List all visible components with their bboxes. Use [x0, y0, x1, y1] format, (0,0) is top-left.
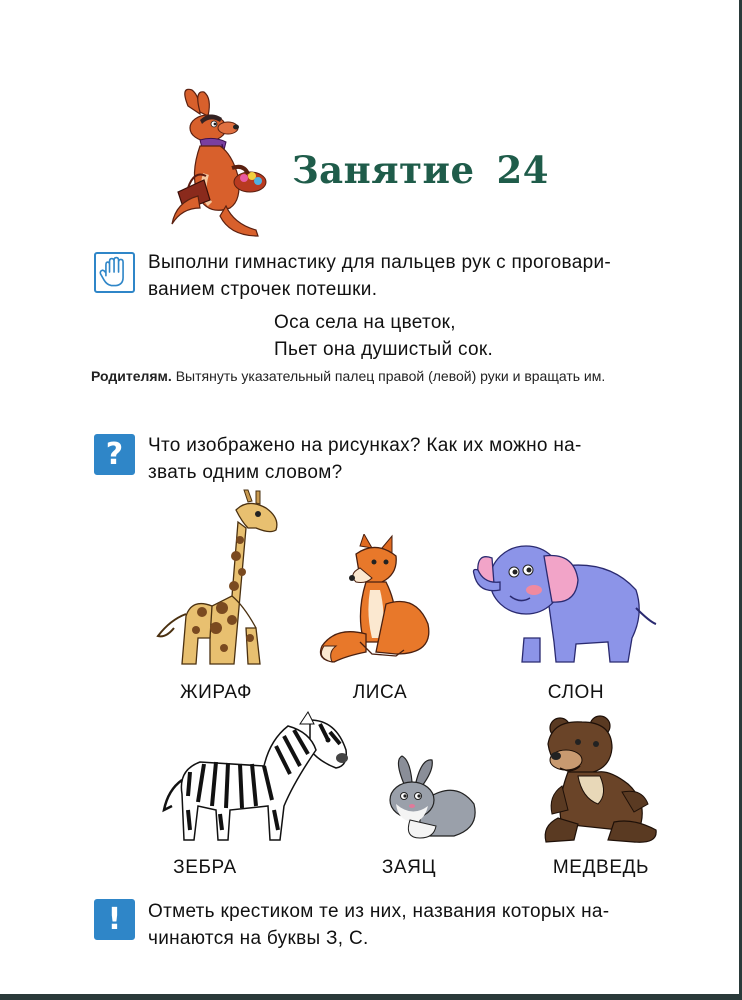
zebra-picture — [160, 710, 352, 844]
bear-picture — [538, 714, 662, 848]
label-giraffe: ЖИРАФ — [179, 682, 253, 703]
label-hare: ЗАЯЦ — [381, 857, 437, 878]
page-edge-bottom — [0, 994, 742, 1000]
lesson-number: 24 — [496, 148, 549, 192]
lesson-title — [292, 148, 549, 192]
mark-task-line-1: Отметь крестиком те из них, названия которых на- — [148, 901, 610, 922]
exclamation-icon: ! — [94, 899, 135, 940]
giraffe-picture — [152, 488, 282, 670]
question-icon: ? — [94, 434, 135, 475]
hare-picture — [384, 754, 480, 842]
finger-task-line-2: ванием строчек потешки. — [148, 279, 378, 300]
question-task-text — [148, 432, 708, 486]
elephant-picture — [464, 534, 660, 670]
parents-label: Родителям. — [91, 368, 172, 384]
finger-task-text — [148, 249, 708, 303]
parents-note — [91, 367, 709, 385]
lesson-word: Занятие — [292, 148, 475, 192]
question-line-2: звать одним словом? — [148, 462, 343, 483]
parents-line-1: Вытянуть указательный палец правой (левой) руки и — [175, 368, 521, 384]
verse-line-1: Оса села на цветок, — [274, 312, 456, 333]
mark-task-line-2: чинаются на буквы З, С. — [148, 928, 369, 949]
question-line-1: Что изображено на рисунках? Как их можно на- — [148, 435, 582, 456]
kangaroo-mascot-icon — [170, 84, 270, 242]
parents-line-2: вращать им. — [524, 368, 606, 384]
finger-task-line-1: Выполни гимнастику для пальцев рук с проговари- — [148, 252, 611, 273]
mark-task-text — [148, 898, 708, 952]
poem-verse — [274, 309, 493, 363]
fox-picture — [316, 534, 440, 670]
label-bear: МЕДВЕДЬ — [552, 857, 650, 878]
label-zebra: ЗЕБРА — [173, 857, 237, 878]
verse-line-2: Пьет она душистый сок. — [274, 339, 494, 360]
label-fox: ЛИСА — [352, 682, 408, 703]
hand-icon — [94, 252, 135, 293]
label-elephant: СЛОН — [547, 682, 605, 703]
